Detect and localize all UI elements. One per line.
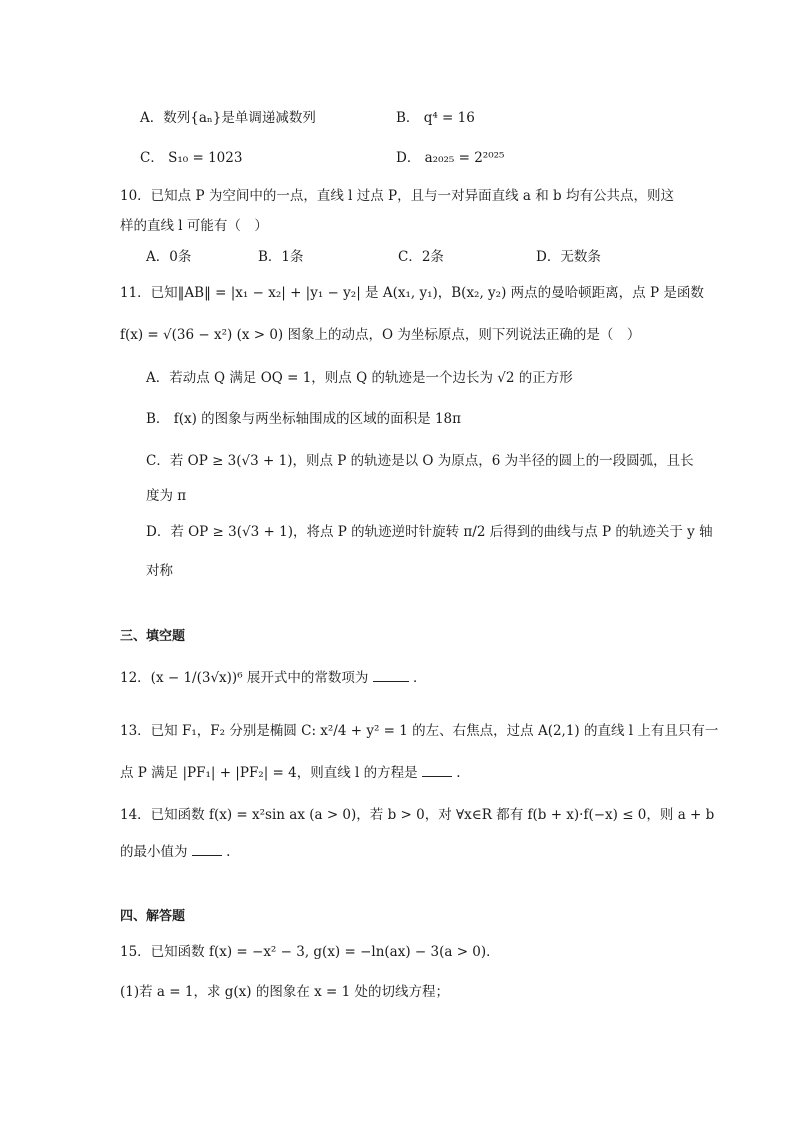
q9-option-a: A．数列{aₙ}是单调递减数列	[140, 110, 316, 126]
q13-row2	[120, 763, 461, 783]
section-title-fill-in: 三、填空题	[120, 629, 186, 644]
q12-answer-blank	[373, 669, 409, 682]
q10-option-c: C．2条	[398, 249, 444, 265]
q13-stem-line1: 13．已知 F₁，F₂ 分别是椭圆 C: x²/4 + y² = 1 的左、右焦点，过点 A(2,1) 的直线 l 上有且只有一	[120, 723, 719, 739]
q14-answer-blank	[192, 843, 222, 856]
q12-stem: 12．(x − 1/(3√x))⁶ 展开式中的常数项为	[120, 670, 369, 686]
q11-stem-line2: f(x) = √(36 − x²) (x > 0) 图象上的动点，O 为坐标原点，则下列说法正确的是（ ）	[120, 327, 641, 343]
q11-option-b: B． f(x) 的图象与两坐标轴围成的区域的面积是 18π	[146, 411, 461, 427]
q9-option-d: D． a₂₀₂₅ = 2²⁰²⁵	[396, 150, 505, 166]
q9-option-c: C． S₁₀ = 1023	[140, 150, 243, 166]
q13-stem-line2: 点 P 满足 |PF₁| + |PF₂| = 4，则直线 l 的方程是	[120, 765, 418, 781]
q14-end: .	[226, 844, 231, 860]
q14-stem-line1: 14．已知函数 f(x) = x²sin ax (a > 0)，若 b > 0，对 ∀x∈R 都有 f(b + x)·f(−x) ≤ 0，则 a + b	[120, 807, 715, 823]
q14-stem-line2: 的最小值为	[120, 844, 188, 860]
q10-option-a: A．0条	[146, 249, 192, 265]
q12-end: ．	[413, 670, 427, 686]
q12-row	[120, 668, 427, 688]
q14-row2	[120, 842, 230, 862]
section-title-solutions: 四、解答题	[120, 909, 186, 924]
q13-end: .	[456, 765, 461, 781]
q11-option-c-line1: C．若 OP ≥ 3(√3 + 1)，则点 P 的轨迹是以 O 为原点，6 为半径的圆上的一段圆弧，且长	[146, 453, 694, 469]
q11-option-d-line2: 对称	[146, 563, 173, 579]
q10-stem-line2: 样的直线 l 可能有（ ）	[120, 218, 268, 234]
q13-answer-blank	[422, 764, 452, 777]
q15-stem: 15．已知函数 f(x) = −x² − 3, g(x) = −ln(ax) − 3(a > 0)．	[120, 944, 500, 960]
q10-option-b: B．1条	[258, 249, 304, 265]
q10-option-d: D．无数条	[536, 249, 601, 265]
q15-part1: (1)若 a = 1，求 g(x) 的图象在 x = 1 处的切线方程；	[120, 984, 449, 1000]
q11-stem-line1: 11．已知‖AB‖ = |x₁ − x₂| + |y₁ − y₂| 是 A(x₁, y₁)，B(x₂, y₂) 两点的曼哈顿距离，点 P 是函数	[120, 285, 704, 301]
q10-stem-line1: 10．已知点 P 为空间中的一点，直线 l 过点 P，且与一对异面直线 a 和 b 均有公共点，则这	[120, 188, 674, 204]
q11-option-c-line2: 度为 π	[146, 488, 187, 504]
q11-option-a: A．若动点 Q 满足 OQ = 1，则点 Q 的轨迹是一个边长为 √2 的正方形	[146, 370, 573, 386]
q9-option-b: B． q⁴ = 16	[396, 110, 475, 126]
q11-option-d-line1: D．若 OP ≥ 3(√3 + 1)，将点 P 的轨迹逆时针旋转 π/2 后得到的曲线与点 P 的轨迹关于 y 轴	[146, 524, 713, 540]
